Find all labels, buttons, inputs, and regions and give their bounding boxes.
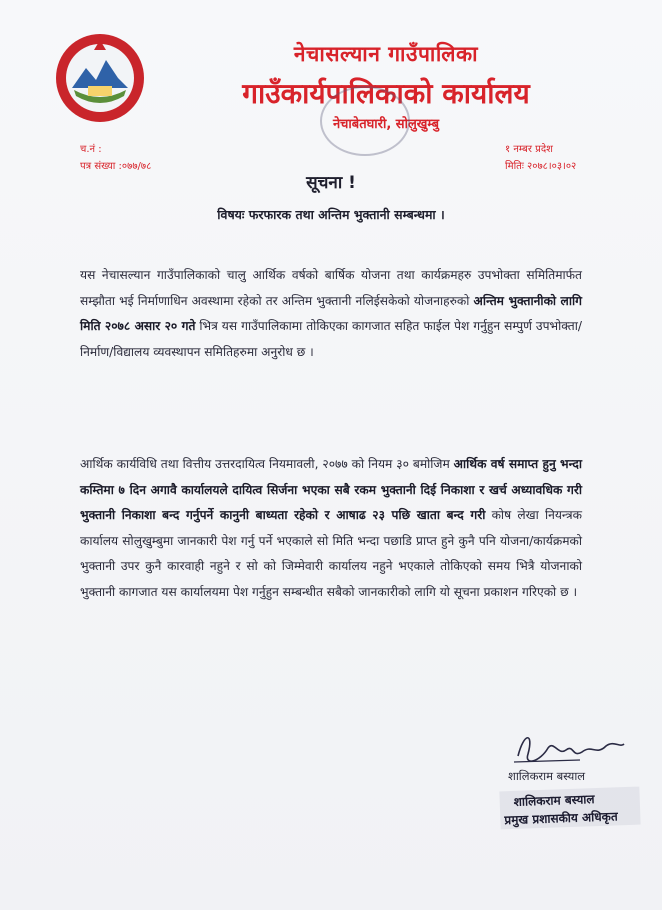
handwritten-signature-icon xyxy=(510,726,630,770)
municipality-emblem-icon xyxy=(52,30,148,126)
body-paragraph-1 xyxy=(80,263,582,365)
designation-stamp xyxy=(499,787,640,830)
p1-text-a: यस नेचासल्यान गाउँपालिकाको चालु आर्थिक वर्षको बार्षिक योजना तथा कार्यक्रमहरु उपभोक्ता समितिमार्फत सम्झौता भई निर्माणाधिन अवस्थामा रहेको तर अन्तिम भुक्तानी नलिईसकेको योजनाहरुको xyxy=(80,268,582,308)
cha-no: च.नं : xyxy=(80,144,102,155)
p1-text-b: भित्र यस गाउँपालिकामा तोकिएका कागजात सहित फाईल पेश गर्नुहुन सम्पुर्ण उपभोक्ता/निर्माण/विद्यालय व्यवस्थापन समितिहरुमा अनुरोध छ । xyxy=(80,319,582,359)
notice-title: सूचना ! xyxy=(306,173,356,193)
letter-number: पत्र संख्या :०७७/७८ xyxy=(80,161,152,172)
stamp-title: प्रमुख प्रशासकीय अधिकृत xyxy=(504,809,618,828)
office-name: गाउँकार्यपालिकाको कार्यालय xyxy=(242,77,530,110)
letter-date: मितिः २०७८।०३।०२ xyxy=(505,161,577,172)
p2-text-a: आर्थिक कार्यविधि तथा वित्तीय उत्तरदायित्व नियमावली, २०७७ को नियम ३० बमोजिम xyxy=(80,457,454,471)
signer-name: शालिकराम बस्याल xyxy=(508,769,586,783)
office-seal-stamp xyxy=(320,86,410,156)
province: १ नम्बर प्रदेश xyxy=(505,144,553,155)
notice-subject: विषयः फरफारक तथा अन्तिम भुक्तानी सम्बन्धमा । xyxy=(217,207,445,222)
p2-bold-obligation: आर्थिक वर्ष समाप्त हुनु भन्दा कम्तिमा ७ दिन अगावै कार्यालयले दायित्व सिर्जना भएका सबै रकम भुक्तानी दिई निकाशा र खर्च अध्यावधिक गरी भुक्तानी निकाशा बन्द गर्नुपर्ने कानुनी बाध्यता रहेको र आषाढ २३ पछि खाता बन्द गरी xyxy=(80,457,582,522)
office-address: नेचाबेतघारी, सोलुखुम्बु xyxy=(332,117,440,132)
p2-text-b: कोष लेखा नियन्त्रक कार्यालय सोलुखुम्बुमा जानकारी पेश गर्नु पर्ने भएकाले सो मिति भन्दा पछाडि प्राप्त हुने कुनै पनि योजना/कार्यक्रमको भुक्तानी उपर कुनै कारवाही नहुने र सो को जिम्मेवारी कार्यालय नहुने भएकाले तोकिएको समय भित्रै योजनाको भुक्तानी कागजात यस कार्यालयमा पेश गर्नुहुन सम्बन्धीत सबैको जानकारीको लागि यो सूचना प्रकाशन गरिएको छ । xyxy=(80,508,582,599)
p1-bold-deadline: अन्तिम भुक्तानीको लागि मिति २०७८ असार २० गते xyxy=(80,293,582,333)
municipality-name: नेचासल्यान गाउँपालिका xyxy=(293,42,479,66)
body-paragraph-2 xyxy=(80,452,582,605)
stamp-name: शालिकराम बस्याल xyxy=(513,792,595,809)
